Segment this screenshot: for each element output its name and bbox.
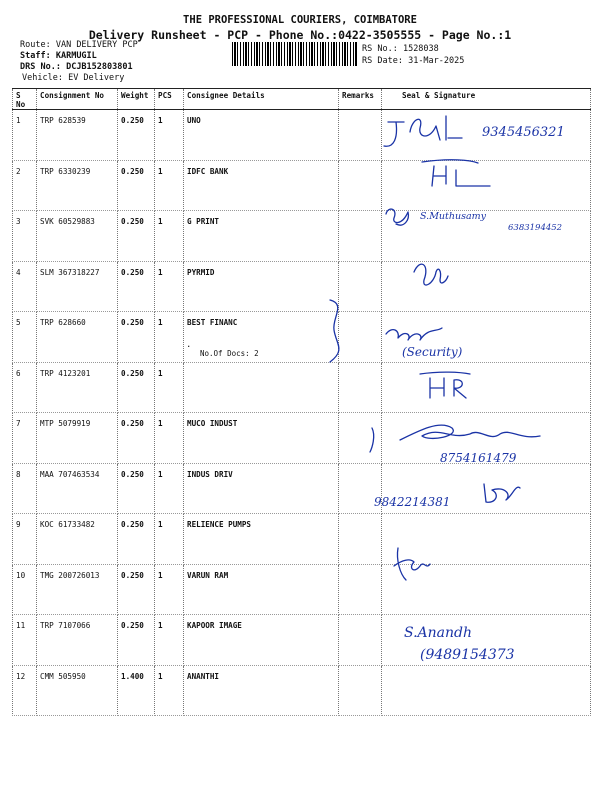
cell-consignment: CMM 505950 [37,665,118,716]
cell-pcs: 1 [155,413,184,464]
phone-r12: (9489154373 [420,647,515,663]
cell-consignee: MUCO INDUST [184,413,339,464]
cell-pcs: 1 [155,312,184,363]
name-r12: S.Anandh [404,625,473,641]
cell-consignee: IDFC BANK [184,160,339,211]
cell-consignment: TMG 200726013 [37,564,118,615]
route-value: VAN DELIVERY PCP [55,40,138,50]
cell-consignment: TRP 628660 [37,312,118,363]
note-r6: (Security) [402,345,463,359]
cell-weight: 0.250 [118,413,155,464]
cell-signature [382,312,591,363]
cell-pcs: 1 [155,261,184,312]
cell-signature [382,615,591,666]
table-row [13,160,591,211]
cell-pcs: 1 [155,160,184,211]
rs-no-value: 1528038 [402,44,439,54]
drs-value: DCJB152803801 [66,62,133,72]
cell-pcs: 1 [155,110,184,161]
table-row [13,615,591,666]
cell-consignee: UNO [184,110,339,161]
phone-r9: 9842214381 [374,495,451,509]
cell-consignee: ANANTHI [184,665,339,716]
col-sno: S No [13,89,37,110]
cell-consignee: BEST FINANC [184,312,339,363]
cell-signature [382,211,591,262]
cell-sno: 11 [13,615,37,666]
table-row [13,463,591,514]
runsheet-title: Delivery Runsheet - PCP - Phone No.:0422-3505555 - Page No.:1 [88,28,512,42]
cell-weight: 0.250 [118,312,155,363]
vehicle-line [22,73,124,83]
cell-signature [382,463,591,514]
cell-signature [382,514,591,565]
cell-sno: 6 [13,362,37,413]
cell-consignee: G PRINT [184,211,339,262]
col-signature: Seal & Signature [382,89,591,110]
cell-remarks [339,514,382,565]
table-row [13,110,591,161]
cell-remarks [339,463,382,514]
cell-sno: 7 [13,413,37,464]
cell-pcs: 1 [155,362,184,413]
table-row [13,261,591,312]
cell-pcs: 1 [155,514,184,565]
cell-consignment: MTP 5079919 [37,413,118,464]
table-row [13,514,591,565]
staff-label: Staff: [20,51,51,61]
cell-pcs: 1 [155,463,184,514]
staff-line [20,51,97,61]
cell-weight: 0.250 [118,261,155,312]
rs-date-label: RS Date: [362,56,403,66]
cell-weight: 0.250 [118,514,155,565]
cell-sno: 8 [13,463,37,514]
barcode [232,42,358,66]
rs-date-value: 31-Mar-2025 [408,56,465,66]
cell-remarks [339,110,382,161]
col-weight: Weight [118,89,155,110]
dot-mark: . [186,340,192,350]
col-consignment: Consignment No [37,89,118,110]
cell-consignment: TRP 6330239 [37,160,118,211]
cell-signature [382,261,591,312]
drs-line [20,62,133,72]
table-row [13,413,591,464]
table-row [13,211,591,262]
company-name: THE PROFESSIONAL COURIERS, COIMBATORE [183,14,417,26]
phone-r3: 6383194452 [508,223,563,233]
cell-consignment: SLM 367318227 [37,261,118,312]
cell-remarks [339,615,382,666]
cell-consignment: SVK 60529883 [37,211,118,262]
cell-consignment: TRP 4123201 [37,362,118,413]
cell-remarks [339,261,382,312]
col-consignee: Consignee Details [184,89,339,110]
table-header-row [13,89,591,110]
cell-consignee: INDUS DRIV [184,463,339,514]
cell-consignee: KAPOOR IMAGE [184,615,339,666]
cell-consignee [184,362,339,413]
cell-consignment: TRP 7107066 [37,615,118,666]
cell-remarks [339,564,382,615]
route-label: Route: [20,40,51,50]
phone-r8: 8754161479 [440,451,517,465]
vehicle-value: EV Delivery [68,73,125,83]
cell-sno: 1 [13,110,37,161]
cell-consignee: VARUN RAM [184,564,339,615]
cell-weight: 0.250 [118,160,155,211]
rs-no-line [362,44,439,54]
rs-no-label: RS No.: [362,44,398,54]
table-row [13,564,591,615]
cell-weight: 0.250 [118,362,155,413]
cell-signature [382,160,591,211]
cell-remarks [339,160,382,211]
cell-consignment: KOC 61733482 [37,514,118,565]
cell-signature [382,110,591,161]
cell-pcs: 1 [155,665,184,716]
cell-consignee: PYRMID [184,261,339,312]
cell-weight: 0.250 [118,564,155,615]
cell-sno: 9 [13,514,37,565]
table-row [13,312,591,363]
cell-sno: 4 [13,261,37,312]
cell-sno: 5 [13,312,37,363]
vehicle-label: Vehicle: [22,73,63,83]
cell-remarks [339,211,382,262]
rs-date-line [362,56,464,66]
cell-weight: 0.250 [118,110,155,161]
cell-consignment: MAA 707463534 [37,463,118,514]
cell-weight: 0.250 [118,615,155,666]
col-remarks: Remarks [339,89,382,110]
cell-signature [382,564,591,615]
cell-sno: 12 [13,665,37,716]
cell-sno: 2 [13,160,37,211]
cell-weight: 0.250 [118,463,155,514]
staff-value: KARMUGIL [55,51,97,61]
cell-signature [382,413,591,464]
cell-pcs: 1 [155,564,184,615]
col-pcs: PCS [155,89,184,110]
phone-r1: 9345456321 [482,125,565,140]
cell-consignee: RELIENCE PUMPS [184,514,339,565]
cell-signature [382,665,591,716]
cell-remarks [339,362,382,413]
cell-pcs: 1 [155,211,184,262]
cell-remarks [339,413,382,464]
cell-remarks [339,665,382,716]
drs-label: DRS No.: [20,62,61,72]
name-r3: S.Muthusamy [420,211,487,222]
table-row [13,362,591,413]
cell-remarks [339,312,382,363]
no-of-docs: No.Of Docs: 2 [200,349,259,358]
runsheet-table [12,88,591,716]
cell-pcs: 1 [155,615,184,666]
cell-consignment: TRP 628539 [37,110,118,161]
route-line [20,40,138,50]
cell-weight: 1.400 [118,665,155,716]
cell-sno: 10 [13,564,37,615]
cell-sno: 3 [13,211,37,262]
cell-signature [382,362,591,413]
table-row [13,665,591,716]
cell-weight: 0.250 [118,211,155,262]
